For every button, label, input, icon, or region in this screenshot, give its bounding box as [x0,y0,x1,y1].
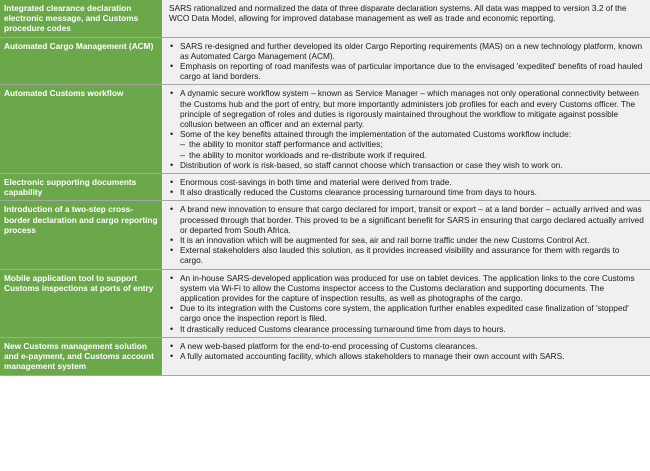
bullet-list [169,160,644,170]
table-row [0,85,650,174]
row-description [163,338,650,375]
row-title: Electronic supporting documents capability [0,174,163,200]
bullet-list [169,88,644,139]
bullet-item: • A new web-based platform for the end-to-end processing of Customs clearances. [169,341,644,351]
row-title: New Customs management solution and e-payment, and Customs account management system [0,338,163,375]
bullet-item: • External stakeholders also lauded this solution, as it provides increased visibility and assurance for them with regards to cargo. [169,245,644,265]
bullet-list [169,177,644,197]
bullet-item: • A dynamic secure workflow system – known as Service Manager – which manages not only operational connectivity between the Customs hub and the port of entry, but more importantly administers job profiles for each and every Customs officer. The principle of segregation of roles and duties is rigorously maintained throughout the workflow to mitigate against possible collusion between an officer and an external party. [169,88,644,129]
row-description [163,174,650,200]
bullet-list [169,204,644,265]
table-row [0,174,650,201]
bullet-item: • It also drastically reduced the Customs clearance processing turnaround time from days to hours. [169,187,644,197]
bullet-list [169,341,644,361]
row-title: Mobile application tool to support Customs inspections at ports of entry [0,270,163,337]
bullet-item: • It drastically reduced Customs clearance processing turnaround time from days to hours. [169,324,644,334]
sub-bullet-item: – the ability to monitor workloads and re-distribute work if required. [169,150,644,160]
row-description [163,201,650,268]
table-row [0,270,650,338]
table-row [0,338,650,376]
bullet-item: • An in-house SARS-developed application was produced for use on tablet devices. The application links to the core Customs system via Wi-Fi to allow the Customs inspector access to the Customs declaration and supporting documents. The application provides for the capture of inspection results, as well as photographs of the cargo. [169,273,644,304]
bullet-item: • It is an innovation which will be augmented for sea, air and rail borne traffic under the new Customs Control Act. [169,235,644,245]
row-title: Automated Customs workflow [0,85,163,173]
row-title: Automated Cargo Management (ACM) [0,38,163,85]
table-row [0,201,650,269]
description-text: SARS rationalized and normalized the data of three disparate declaration systems. All data was mapped to version 3.2 of the WCO Data Model, allowing for improved database management as well as trade and economic reporting. [169,3,627,24]
bullet-list [169,41,644,82]
sub-bullet-item: – the ability to monitor staff performance and activities; [169,139,644,149]
row-title: Integrated clearance declaration electronic message, and Customs procedure codes [0,0,163,37]
bullet-item: • A fully automated accounting facility, which allows stakeholders to manage their own account with SARS. [169,351,644,361]
bullet-item: • SARS re-designed and further developed its older Cargo Reporting requirements (MAS) on a new technology platform, known as Automated Cargo Management (ACM). [169,41,644,61]
row-description [163,38,650,85]
table-row [0,0,650,38]
bullet-item: • Some of the key benefits attained through the implementation of the automated Customs workflow include: [169,129,644,139]
row-title: Introduction of a two-step cross-border declaration and cargo reporting process [0,201,163,268]
row-description [163,270,650,337]
bullet-list [169,273,644,334]
bullet-item: • Distribution of work is risk-based, so staff cannot choose which transaction or case they wish to work on. [169,160,644,170]
sub-bullet-list [169,139,644,159]
bullet-item: • Due to its integration with the Customs core system, the application further enables expedited case finalization of 'stopped' cargo once the inspection report is filed. [169,303,644,323]
bullet-item: • Emphasis on reporting of road manifests was of particular importance due to the envisaged 'expedited' benefits of road hauled cargo at land borders. [169,61,644,81]
row-description [163,0,650,37]
row-description [163,85,650,173]
bullet-item: • A brand new innovation to ensure that cargo declared for import, transit or export – at a land border – actually arrived and was processed through that border. This proved to be a significant benefit for SARS in ensuring that cargo declared actually arrived or departed from South Africa. [169,204,644,235]
table-row [0,38,650,86]
bullet-item: • Enormous cost-savings in both time and material were derived from trade. [169,177,644,187]
